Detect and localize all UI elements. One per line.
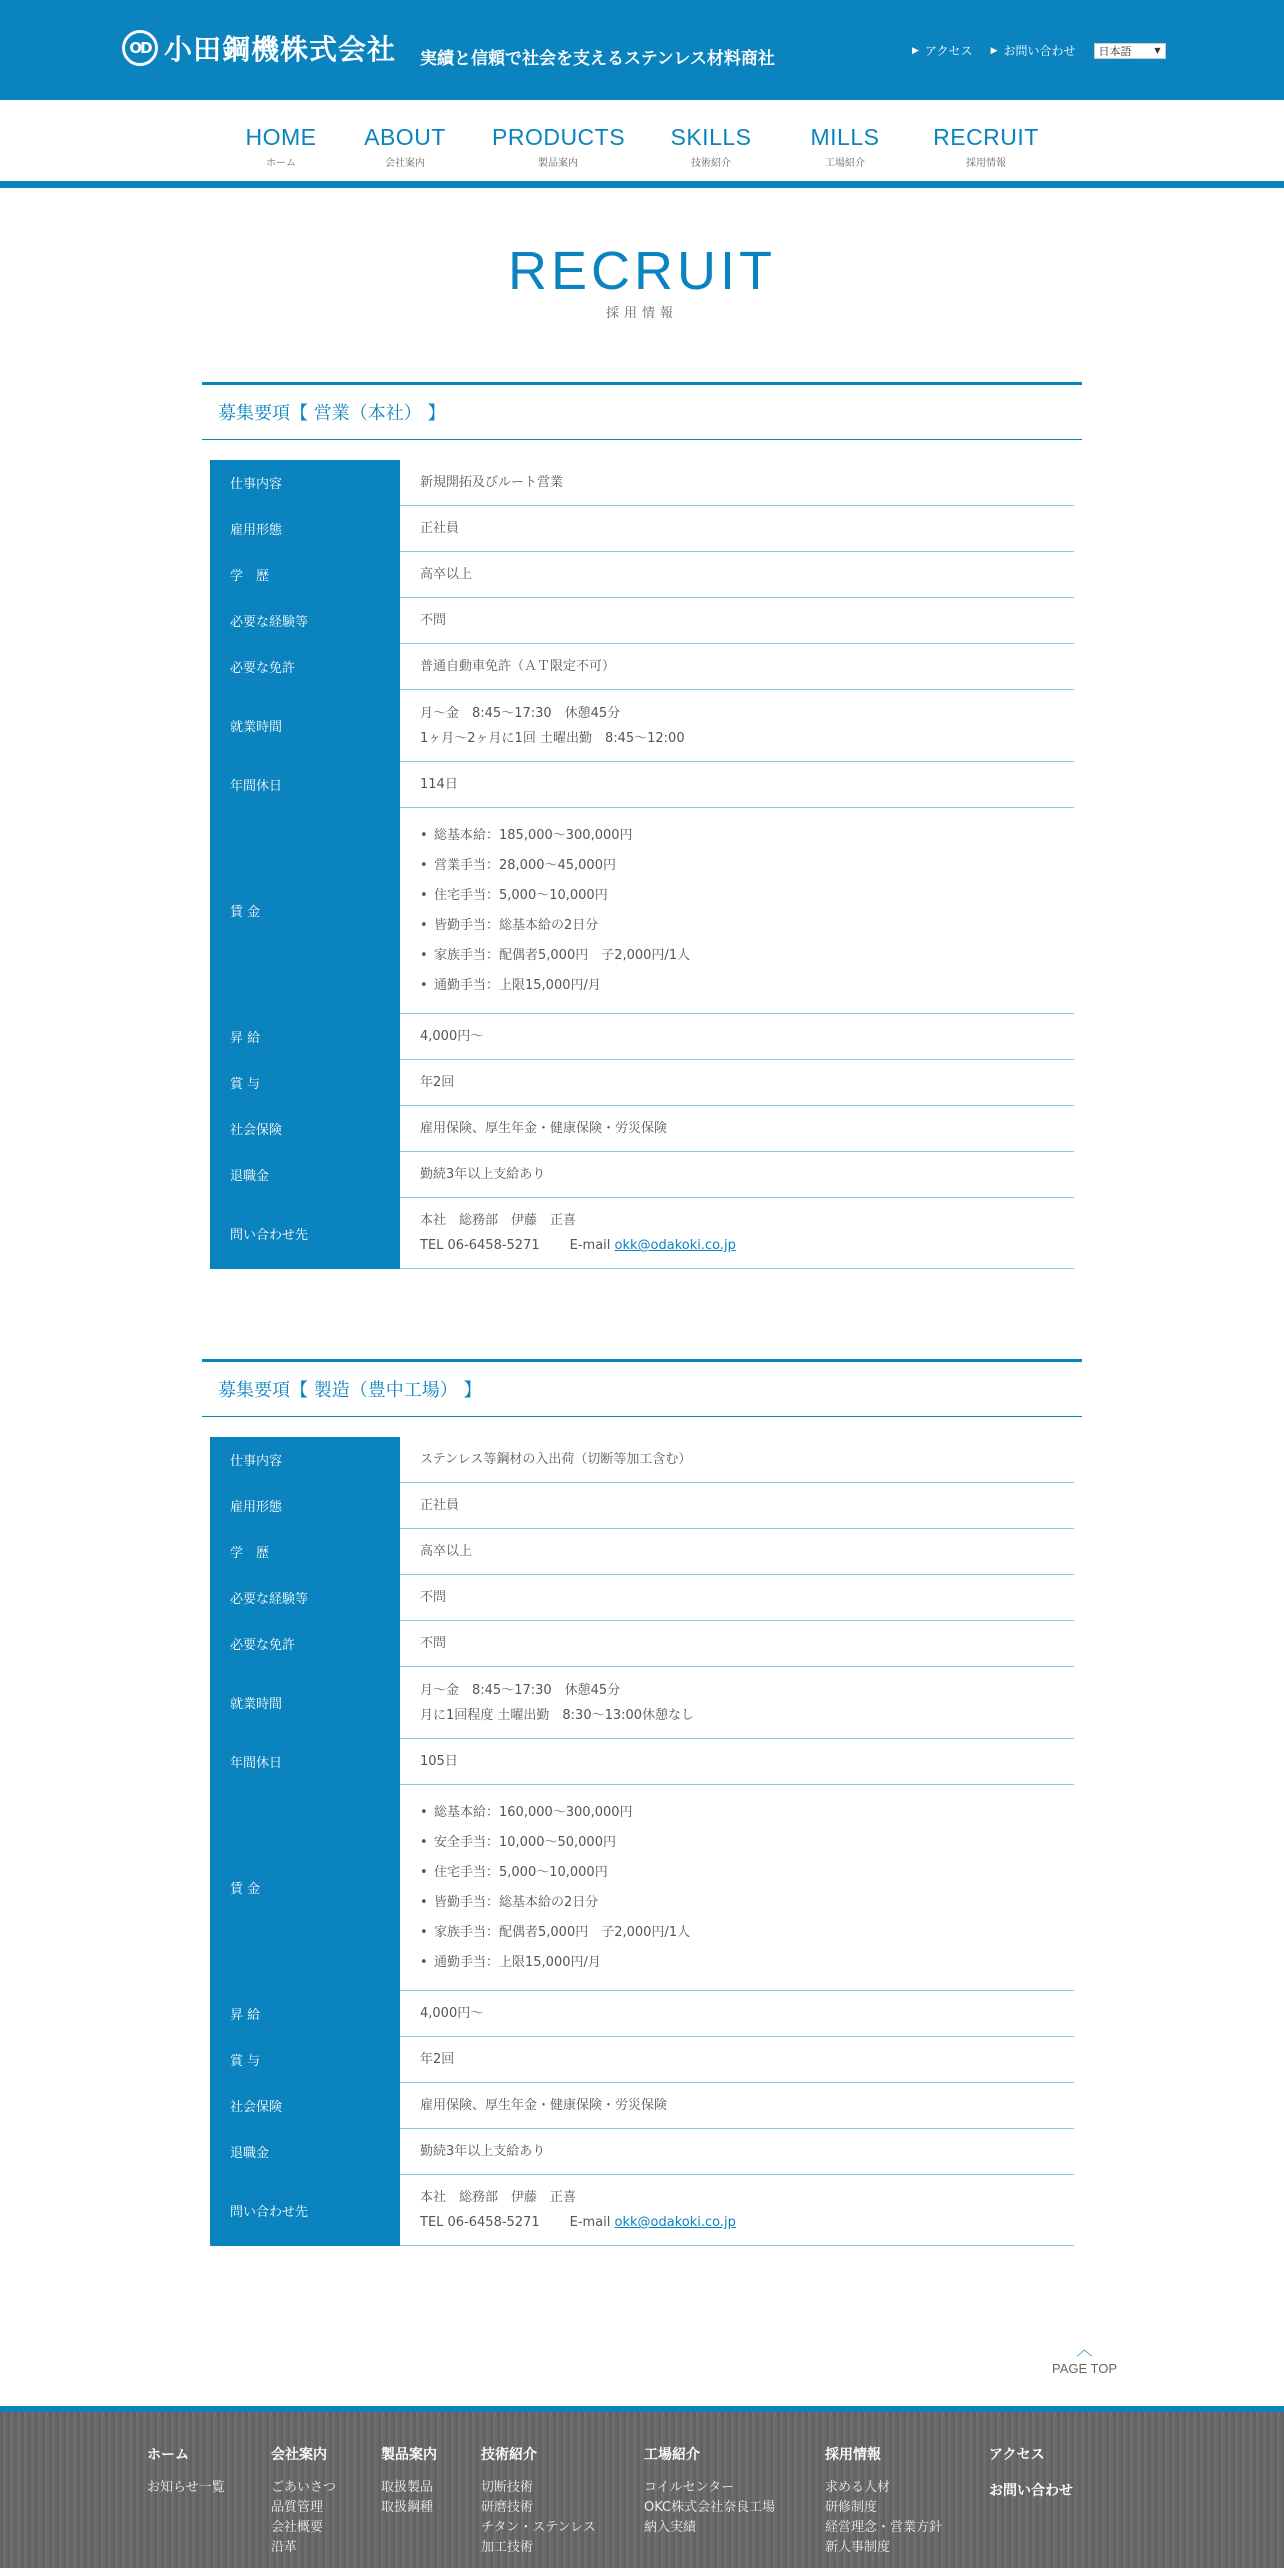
chevron-up-icon: ︿: [1076, 2340, 1093, 2359]
nav-item-label: ABOUT: [364, 124, 446, 150]
table-row: [210, 2175, 1074, 2246]
triangle-right-icon: ▶: [990, 45, 998, 56]
row-value: 不問: [420, 613, 447, 628]
footer-col-about: [271, 2444, 336, 2558]
table-row: [210, 2129, 1074, 2175]
row-value: 4,000円～: [420, 1029, 484, 1044]
nav-item-sublabel: 技術紹介: [691, 158, 731, 169]
footer-link[interactable]: 取扱製品: [381, 2480, 434, 2495]
footer-col-mills: [644, 2444, 775, 2538]
footer: [0, 2406, 1284, 2568]
row-value: 高卒以上: [420, 567, 473, 582]
row-label: 問い合わせ先: [210, 2175, 400, 2246]
row-label: 雇用形態: [210, 1483, 400, 1529]
row-value: 不問: [420, 1636, 447, 1651]
row-label: 問い合わせ先: [210, 1198, 400, 1269]
row-value: 不問: [420, 1590, 447, 1605]
footer-link[interactable]: チタン・ステンレス: [481, 2520, 596, 2535]
section-heading: 募集要項【 製造（豊中工場） 】: [202, 1359, 1082, 1417]
email-link[interactable]: okk@odakoki.co.jp: [614, 2215, 736, 2230]
nav-item-home[interactable]: [244, 124, 318, 169]
table-row: [210, 1785, 1074, 1991]
row-label: 賞 与: [210, 1060, 400, 1106]
email-label: E-mail: [569, 1238, 611, 1253]
footer-link[interactable]: 新人事制度: [825, 2540, 891, 2555]
row-value: 正社員: [420, 1498, 460, 1513]
row-label: 昇 給: [210, 1014, 400, 1060]
list-item: • 家族手当：配偶者5,000円 子2,000円/1人: [420, 1918, 1054, 1948]
nav-item-label: SKILLS: [670, 124, 752, 150]
logo-mark-icon: OD: [122, 30, 158, 66]
top-header-bar: [0, 0, 1284, 100]
nav-item-sublabel: ホーム: [266, 158, 296, 169]
page-title-jp: 採用情報: [605, 306, 678, 321]
list-item: • 住宅手当：5,000～10,000円: [420, 1858, 1054, 1888]
table-row: [210, 1529, 1074, 1575]
row-value: ステンレス等鋼材の入出荷（切断等加工含む）: [420, 1452, 692, 1467]
row-value: 105日: [420, 1754, 458, 1769]
table-row: [210, 1106, 1074, 1152]
hours-line: 月～金 8:45～17:30 休憩45分: [420, 1682, 621, 1698]
footer-link[interactable]: 加工技術: [481, 2540, 534, 2555]
row-value: 4,000円～: [420, 2006, 484, 2021]
table-row: [210, 1667, 1074, 1739]
row-value: 雇用保険、厚生年金・健康保険・労災保険: [420, 2098, 668, 2113]
company-name: 小田鋼機株式会社: [164, 33, 397, 66]
footer-heading-link[interactable]: お問い合わせ: [989, 2483, 1073, 2499]
nav-item-mills[interactable]: [810, 124, 880, 169]
footer-link[interactable]: コイルセンター: [644, 2480, 735, 2495]
footer-link[interactable]: 切断技術: [481, 2480, 534, 2495]
row-label: 就業時間: [210, 1667, 400, 1739]
row-label: 就業時間: [210, 690, 400, 762]
row-value: 勤続3年以上支給あり: [420, 1167, 546, 1182]
table-row: [210, 506, 1074, 552]
row-value: [400, 808, 1074, 1013]
footer-link[interactable]: 経営理念・営業方針: [825, 2520, 943, 2535]
row-label: 年間休日: [210, 762, 400, 808]
list-item: • 通勤手当：上限15,000円/月: [420, 1948, 1054, 1978]
row-label: 必要な経験等: [210, 1575, 400, 1621]
table-row: [210, 2037, 1074, 2083]
row-label: 必要な免許: [210, 644, 400, 690]
table-row: [210, 1437, 1074, 1483]
list-item: • 通勤手当：上限15,000円/月: [420, 971, 1054, 1001]
footer-link[interactable]: ごあいさつ: [271, 2480, 337, 2495]
page-top-label: PAGE TOP: [1052, 2361, 1118, 2376]
table-row: [210, 1575, 1074, 1621]
row-label: 賃 金: [210, 808, 400, 1014]
hours-line: 1ヶ月～2ヶ月に1回 土曜出勤 8:45～12:00: [420, 730, 685, 746]
table-row: [210, 460, 1074, 506]
contact-link[interactable]: [991, 42, 1076, 59]
footer-link[interactable]: 求める人材: [825, 2480, 891, 2495]
nav-item-sublabel: 採用情報: [966, 158, 1006, 169]
contact-name: 本社 総務部 伊藤 正喜: [420, 2190, 577, 2205]
table-row: [210, 1198, 1074, 1269]
row-label: 雇用形態: [210, 506, 400, 552]
footer-link[interactable]: 会社概要: [271, 2520, 324, 2535]
row-value: [400, 1785, 1074, 1990]
table-row: [210, 808, 1074, 1014]
page-title-en: RECRUIT: [508, 241, 776, 301]
list-item: • 家族手当：配偶者5,000円 子2,000円/1人: [420, 941, 1054, 971]
list-item: • 皆勤手当：総基本給の2日分: [420, 1888, 1054, 1918]
footer-link[interactable]: 研修制度: [825, 2500, 878, 2515]
list-item: • 営業手当：28,000～45,000円: [420, 851, 1054, 881]
nav-item-recruit[interactable]: [932, 124, 1040, 169]
row-value: 年2回: [420, 1075, 455, 1090]
table-row: [210, 762, 1074, 808]
row-label: 社会保険: [210, 1106, 400, 1152]
triangle-right-icon: ▶: [912, 45, 919, 56]
footer-col-skills: [481, 2444, 596, 2558]
header-links: [912, 42, 1166, 59]
list-item: • 皆勤手当：総基本給の2日分: [420, 911, 1054, 941]
contact-tel: TEL 06-6458-5271: [420, 1238, 540, 1253]
table-row: [210, 644, 1074, 690]
footer-heading-link[interactable]: 採用情報: [825, 2447, 881, 2463]
footer-heading-link[interactable]: 会社案内: [271, 2447, 327, 2463]
access-link-label: アクセス: [924, 44, 973, 58]
footer-col-home: [147, 2444, 225, 2498]
salary-list: [420, 821, 1054, 1001]
recruit-section-sales: [202, 382, 1082, 1269]
table-row: [210, 1060, 1074, 1106]
section-heading: 募集要項【 営業（本社） 】: [202, 382, 1082, 440]
row-label: 退職金: [210, 1152, 400, 1198]
row-value: 年2回: [420, 2052, 455, 2067]
hours-line: 月～金 8:45～17:30 休憩45分: [420, 705, 621, 721]
list-item: • 安全手当：10,000～50,000円: [420, 1828, 1054, 1858]
requirements-table: [210, 460, 1074, 1269]
footer-link[interactable]: 品質管理: [271, 2500, 324, 2515]
requirements-table: [210, 1437, 1074, 2246]
nav-item-products[interactable]: [492, 124, 624, 169]
row-label: 仕事内容: [210, 460, 400, 506]
table-row: [210, 1483, 1074, 1529]
list-item: • 住宅手当：5,000～10,000円: [420, 881, 1054, 911]
access-link[interactable]: [912, 42, 973, 59]
nav-item-label: PRODUCTS: [492, 124, 626, 150]
row-value: 新規開拓及びルート営業: [420, 475, 564, 490]
row-label: 昇 給: [210, 1991, 400, 2037]
list-item: • 総基本給：185,000～300,000円: [420, 821, 1054, 851]
recruit-section-manufacturing: [202, 1359, 1082, 2246]
footer-col-products: [381, 2444, 437, 2518]
row-label: 必要な経験等: [210, 598, 400, 644]
table-row: [210, 552, 1074, 598]
row-value: [400, 1198, 1074, 1268]
table-row: [210, 598, 1074, 644]
contact-line: [420, 1233, 1054, 1258]
footer-col-recruit: [825, 2444, 942, 2558]
row-value: [400, 2175, 1074, 2245]
row-value: 高卒以上: [420, 1544, 473, 1559]
nav-item-sublabel: 製品案内: [538, 158, 578, 169]
footer-heading-link[interactable]: ホーム: [147, 2447, 189, 2463]
table-row: [210, 1991, 1074, 2037]
salary-list: [420, 1798, 1054, 1978]
footer-heading-link[interactable]: 技術紹介: [481, 2447, 537, 2463]
nav-item-sublabel: 会社案内: [385, 158, 425, 169]
row-label: 学 歴: [210, 1529, 400, 1575]
footer-heading-link[interactable]: 製品案内: [381, 2447, 437, 2463]
email-label: E-mail: [569, 2215, 611, 2230]
list-item: • 総基本給：160,000～300,000円: [420, 1798, 1054, 1828]
table-row: [210, 690, 1074, 762]
row-value: 正社員: [420, 521, 460, 536]
table-row: [210, 1739, 1074, 1785]
footer-heading-link[interactable]: 工場紹介: [644, 2447, 700, 2463]
table-row: [210, 1014, 1074, 1060]
row-label: 賃 金: [210, 1785, 400, 1991]
contact-tel: TEL 06-6458-5271: [420, 2215, 540, 2230]
page-title: [0, 242, 1284, 321]
row-value: [400, 1667, 1074, 1738]
footer-col-access: [989, 2444, 1073, 2514]
language-select-value: 日本語: [1098, 44, 1132, 58]
row-value: [400, 690, 1074, 761]
row-value: 勤続3年以上支給あり: [420, 2144, 546, 2159]
main-nav: [0, 100, 1284, 188]
language-select[interactable]: [1094, 43, 1166, 59]
footer-link[interactable]: 沿革: [271, 2540, 298, 2555]
nav-item-label: HOME: [245, 124, 317, 150]
contact-name: 本社 総務部 伊藤 正喜: [420, 1213, 577, 1228]
row-label: 退職金: [210, 2129, 400, 2175]
row-label: 学 歴: [210, 552, 400, 598]
row-label: 社会保険: [210, 2083, 400, 2129]
nav-item-about[interactable]: [364, 124, 446, 169]
contact-line: [420, 2210, 1054, 2235]
row-label: 賞 与: [210, 2037, 400, 2083]
row-label: 仕事内容: [210, 1437, 400, 1483]
footer-link[interactable]: お知らせ一覧: [147, 2480, 225, 2495]
table-row: [210, 1621, 1074, 1667]
page-top-button[interactable]: [1052, 2340, 1118, 2376]
nav-item-label: MILLS: [810, 124, 880, 150]
row-value: 普通自動車免許（ＡＴ限定不可）: [420, 659, 616, 674]
row-label: 年間休日: [210, 1739, 400, 1785]
table-row: [210, 2083, 1074, 2129]
row-value: 雇用保険、厚生年金・健康保険・労災保険: [420, 1121, 668, 1136]
nav-item-sublabel: 工場紹介: [825, 158, 865, 169]
footer-link[interactable]: OKC株式会社奈良工場: [644, 2500, 776, 2515]
table-row: [210, 1152, 1074, 1198]
tagline: 実績と信頼で社会を支えるステンレス材料商社: [420, 49, 775, 69]
contact-link-label: お問い合わせ: [1003, 44, 1076, 58]
company-logo[interactable]: [122, 28, 396, 68]
hours-line: 月に1回程度 土曜出勤 8:30～13:00休憩なし: [420, 1707, 695, 1723]
footer-link[interactable]: 取扱鋼種: [381, 2500, 434, 2515]
footer-link[interactable]: 研磨技術: [481, 2500, 534, 2515]
row-label: 必要な免許: [210, 1621, 400, 1667]
footer-heading-link[interactable]: アクセス: [989, 2447, 1045, 2463]
footer-link[interactable]: 納入実績: [644, 2520, 697, 2535]
nav-item-skills[interactable]: [670, 124, 752, 169]
nav-item-label: RECRUIT: [933, 124, 1039, 150]
chevron-down-icon: ▼: [1154, 46, 1161, 55]
row-value: 114日: [420, 777, 458, 792]
email-link[interactable]: okk@odakoki.co.jp: [614, 1238, 736, 1253]
